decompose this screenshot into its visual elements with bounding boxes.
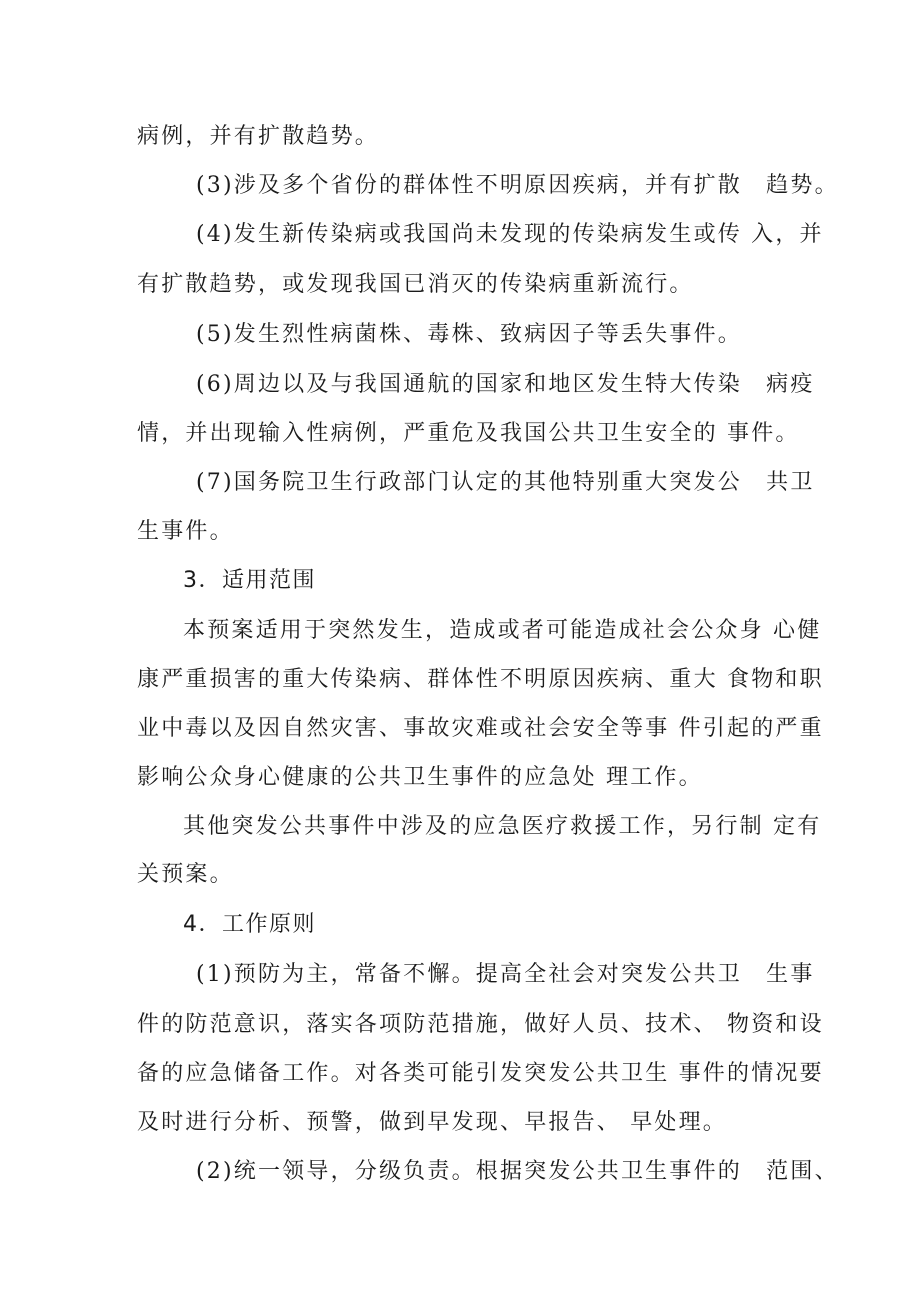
- text-line: 备的应急储备工作。对各类可能引发突发公共卫生 事件的情况要: [137, 1061, 824, 1086]
- text-line: 有扩散趋势，或发现我国已消灭的传染病重新流行。: [137, 272, 694, 297]
- text-line: 生事件。: [137, 519, 234, 544]
- section-heading: 3．适用范围: [183, 568, 316, 593]
- text-line: 影响公众身心健康的公共卫生事件的应急处 理工作。: [137, 765, 703, 790]
- text-line: 本预案适用于突然发生，造成或者可能造成社会公众身 心健: [183, 618, 822, 643]
- text-line: 及时进行分析、预警，做到早发现、早报告、 早处理。: [137, 1110, 727, 1135]
- text-line: 业中毒以及因自然灾害、事故灾难或社会安全等事 件引起的严重: [137, 716, 824, 741]
- text-line: (7)国务院卫生行政部门认定的其他特别重大突发公 共卫: [196, 470, 815, 495]
- text-line: 情，并出现输入性病例，严重危及我国公共卫生安全的 事件。: [137, 421, 800, 446]
- text-line: 病例，并有扩散趋势。: [137, 124, 380, 149]
- text-line: 关预案。: [137, 862, 234, 887]
- text-line: (2)统一领导，分级负责。根据突发公共卫生事件的 范围、: [196, 1159, 839, 1184]
- text-line: (3)涉及多个省份的群体性不明原因疾病，并有扩散 趋势。: [196, 173, 839, 198]
- section-heading: 4．工作原则: [183, 912, 316, 937]
- text-line: (4)发生新传染病或我国尚未发现的传染病发生或传 入，并: [196, 222, 824, 247]
- text-line: (5)发生烈性病菌株、毒株、致病因子等丢失事件。: [196, 322, 742, 347]
- text-line: (1)预防为主，常备不懈。提高全社会对突发公共卫 生事: [196, 962, 815, 987]
- text-line: (6)周边以及与我国通航的国家和地区发生特大传染 病疫: [196, 372, 815, 397]
- text-line: 件的防范意识，落实各项防范措施，做好人员、技术、 物资和设: [137, 1012, 824, 1037]
- text-line: 康严重损害的重大传染病、群体性不明原因疾病、重大 食物和职: [137, 667, 824, 692]
- text-line: 其他突发公共事件中涉及的应急医疗救援工作，另行制 定有: [183, 814, 822, 839]
